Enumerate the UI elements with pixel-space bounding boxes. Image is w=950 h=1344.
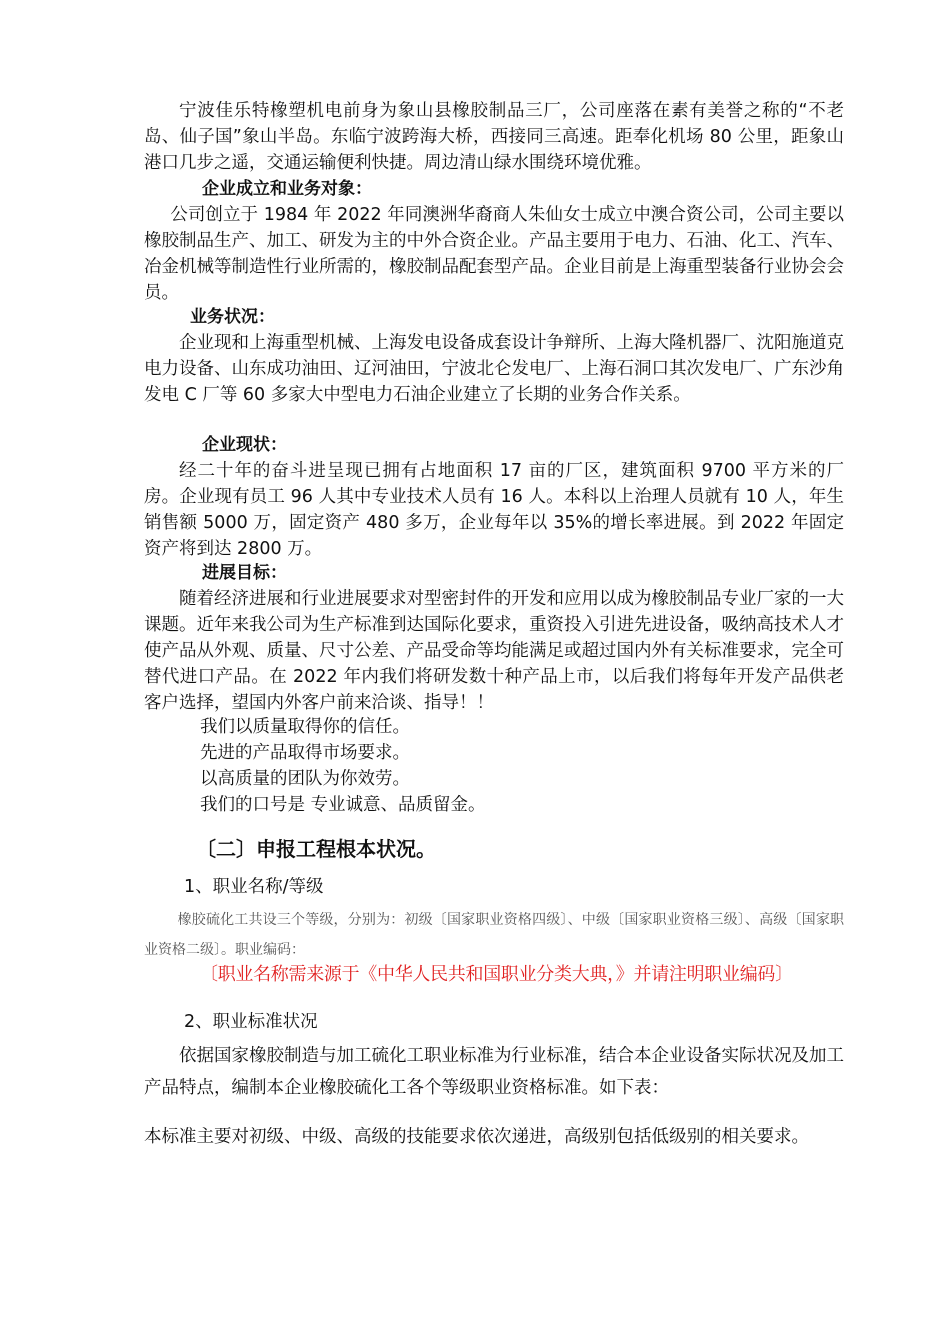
intro-paragraph: 宁波佳乐特橡塑机电前身为象山县橡胶制品三厂，公司座落在素有美誉之称的“不老岛、仙子国”象山半岛。东临宁波跨海大桥，西接同三高速。距奉化机场 80 公里，距象山港口几步之遥，交通运输便利快捷。周边清山绿水围绕环境优雅。 [144, 101, 844, 173]
section-title: 〔二〕申报工程根本状况。 [196, 837, 436, 861]
business-paragraph: 企业现和上海重型机械、上海发电设备成套设计争辩所、上海大隆机器厂、沈阳施道克电力设备、山东成功油田、辽河油田，宁波北仑发电厂、上海石洞口其次发电厂、广东沙角发电 C 厂等 60 多家大中型电力石油企业建立了长期的业务合作关系。 [144, 333, 844, 405]
establishment-heading: 企业成立和业务对象： [202, 179, 372, 199]
item1-note: 〔职业名称需来源于《中华人民共和国职业分类大典，》并请注明职业编码〕 [200, 964, 793, 985]
slogan-line: 我们以质量取得你的信任。 [200, 717, 410, 737]
establishment-paragraph: 公司创立于 1984 年 2022 年同澳洲华裔商人朱仙女士成立中澳合资公司，公司主要以橡胶制品生产、加工、研发为主的中外合资企业。产品主要用于电力、石油、化工、汽车、冶金机械等制造性行业所需的，橡胶制品配套型产品。企业目前是上海重型装备行业协会会员。 [144, 205, 844, 303]
goals-heading: 进展目标： [202, 563, 287, 583]
slogan-line: 以高质量的团队为你效劳。 [200, 769, 410, 789]
status-heading: 企业现状： [202, 435, 287, 455]
closing-paragraph: 本标准主要对初级、中级、高级的技能要求依次递进，高级别包括低级别的相关要求。 [144, 1127, 809, 1147]
business-heading: 业务状况： [190, 307, 275, 327]
goals-paragraph: 随着经济进展和行业进展要求对型密封件的开发和应用以成为橡胶制品专业厂家的一大课题。近年来我公司为生产标准到达国际化要求，重资投入引进先进设备，吸纳高技术人才使产品从外观、质量、尺寸公差、产品受命等均能满足或超过国内外有关标准要求，完全可替代进口产品。在 2022 年内我们将研发数十种产品上市，以后我们将每年开发产品供老客户选择，望国内外客户前来洽谈、指导！！ [144, 589, 844, 713]
slogan-line: 先进的产品取得市场要求。 [200, 743, 410, 763]
item2-title: 2、职业标准状况 [184, 1012, 318, 1032]
item1-title: 1、职业名称/等级 [184, 877, 324, 897]
item2-text: 依据国家橡胶制造与加工硫化工职业标准为行业标准，结合本企业设备实际状况及加工产品特点，编制本企业橡胶硫化工各个等级职业资格标准。如下表： [144, 1046, 844, 1098]
item1-text: 橡胶硫化工共设三个等级，分别为：初级〔国家职业资格四级〕、中级〔国家职业资格三级〕、高级〔国家职业资格二级〕。职业编码： [144, 912, 844, 958]
slogan-line: 我们的口号是 专业诚意、品质留金。 [200, 795, 486, 815]
status-paragraph: 经二十年的奋斗进呈现已拥有占地面积 17 亩的厂区，建筑面积 9700 平方米的厂房。企业现有员工 96 人其中专业技术人员有 16 人。本科以上治理人员就有 10 人，年生销售额 5000 万，固定资产 480 多万，企业每年以 35%的增长率进展。到 2022 年固定资产将到达 2800 万。 [144, 461, 844, 559]
